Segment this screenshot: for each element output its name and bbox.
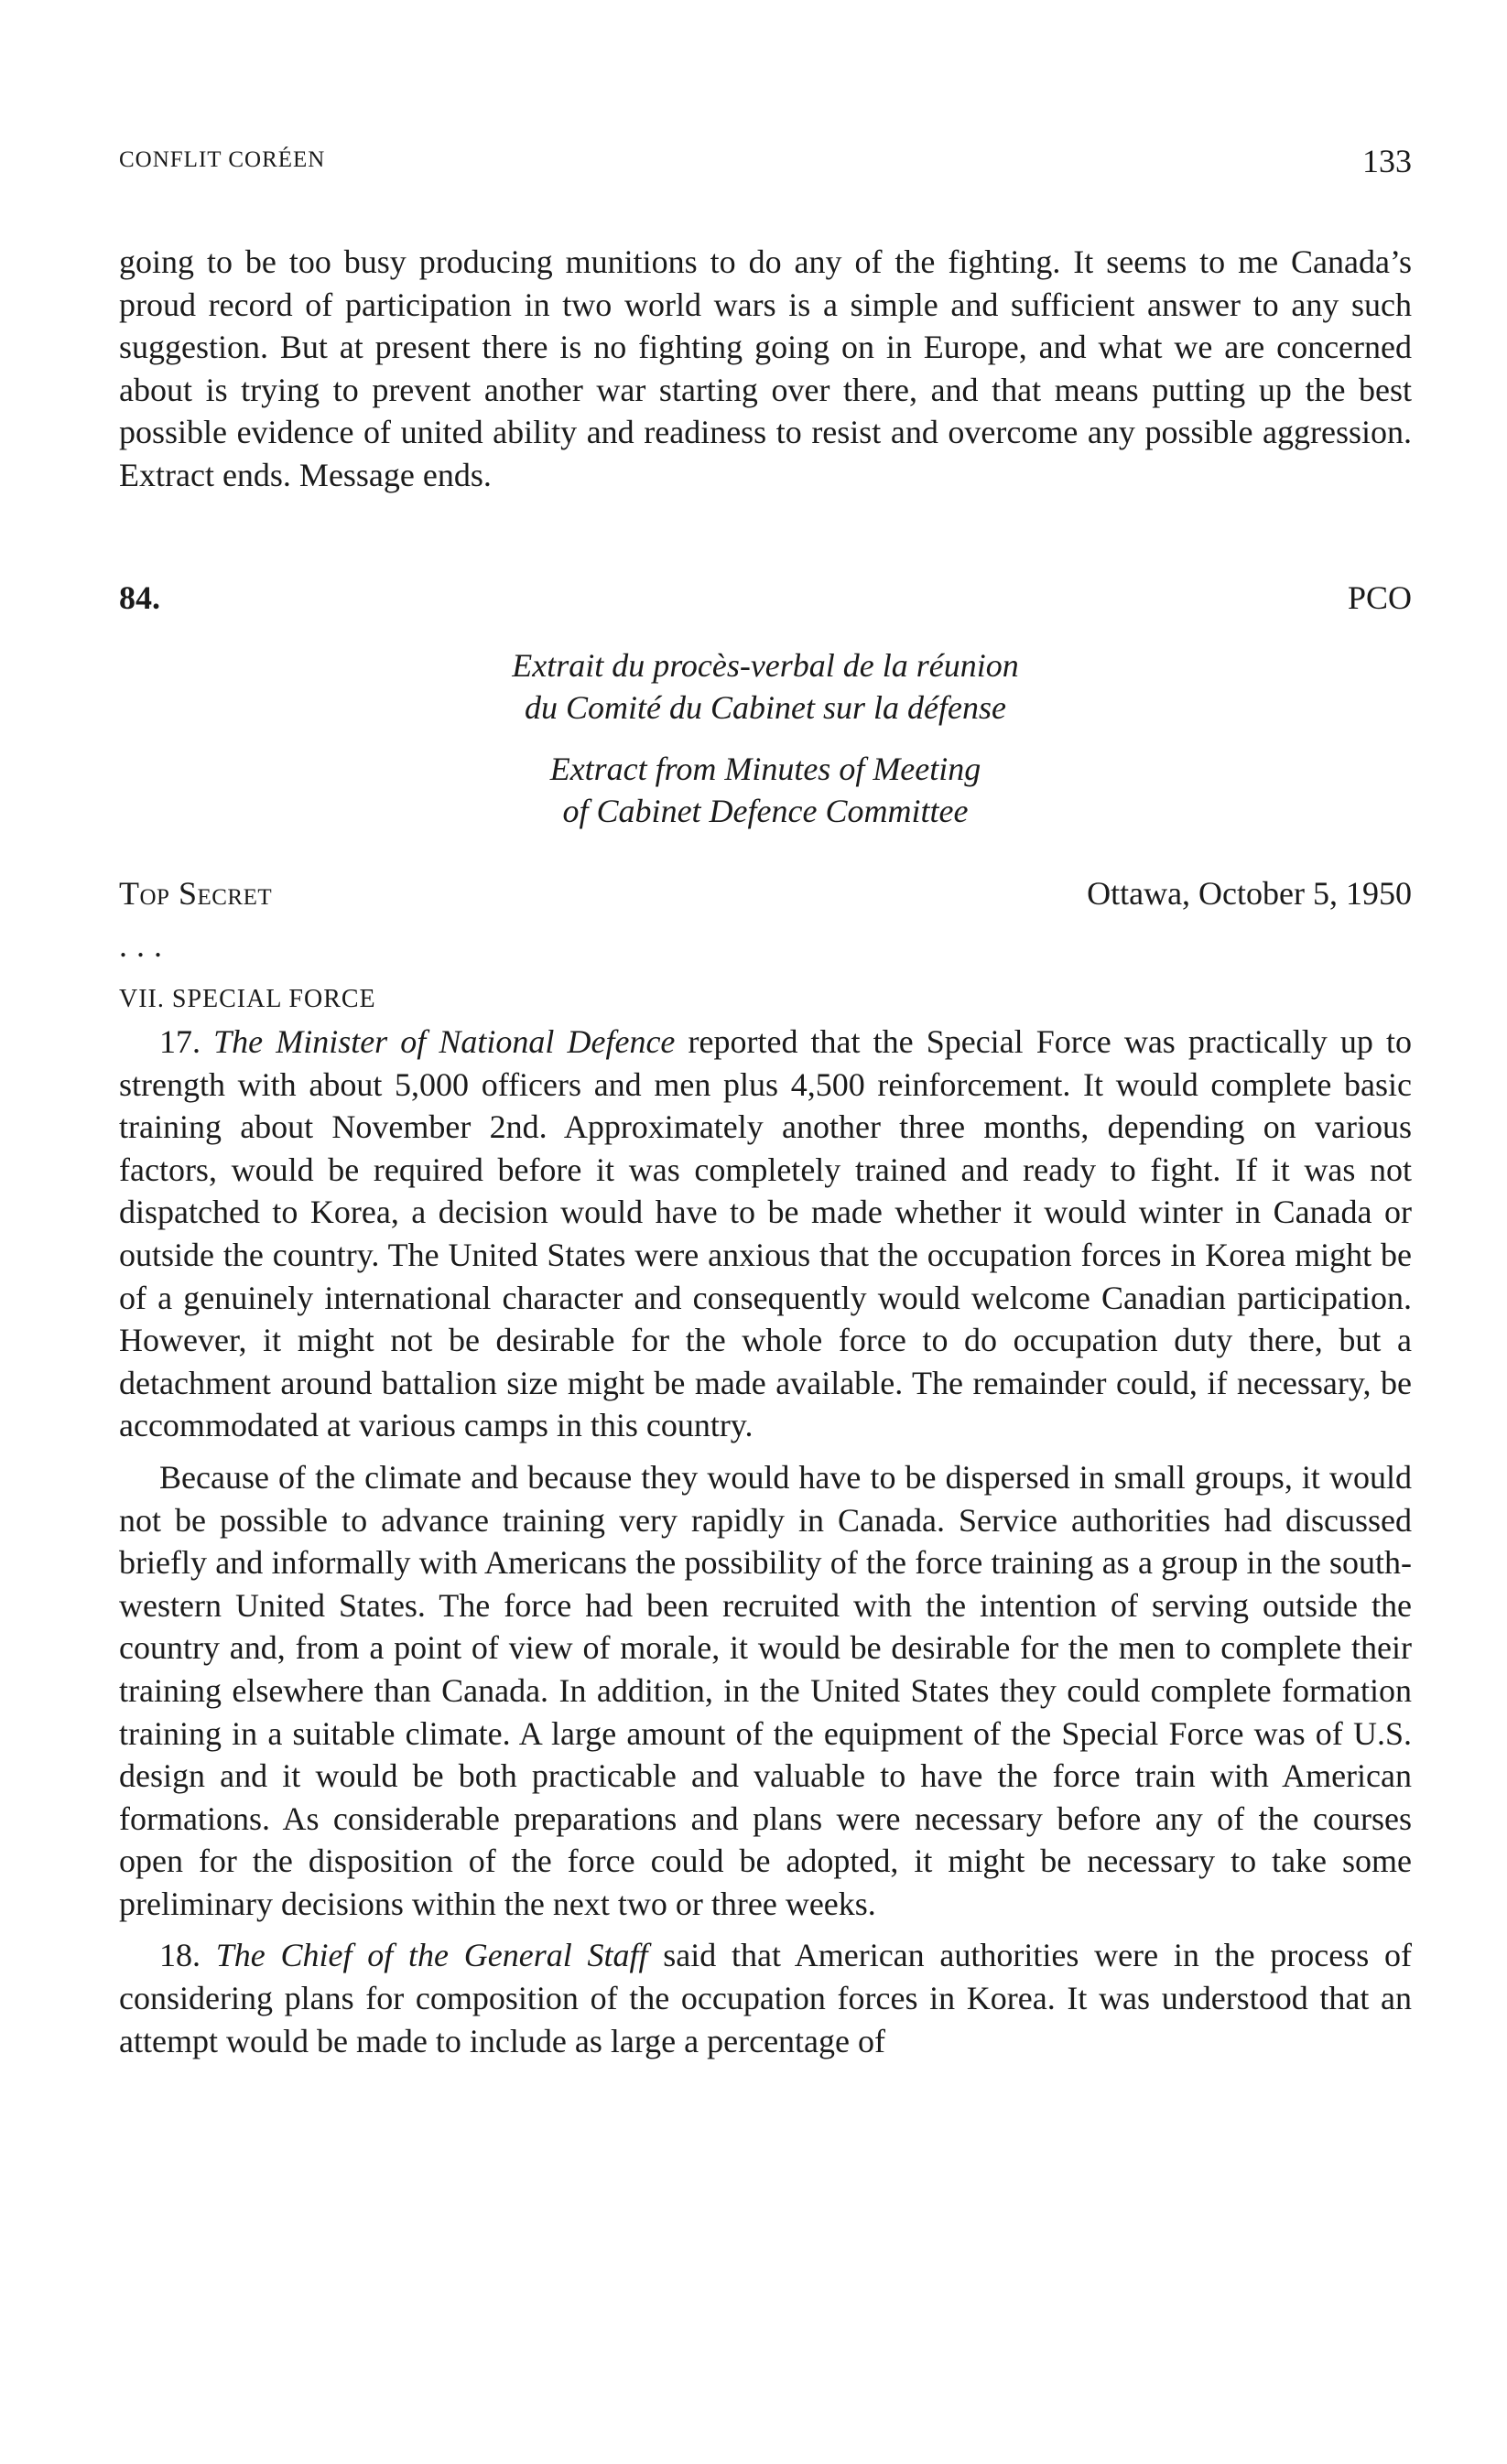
document-title-english	[119, 748, 1412, 832]
paragraph-text: reported that the Special Force was practically up to strength with about 5,000 officers and men plus 4,500 reinforcement. It would complete basic training about November 2nd. Approximately another three months, depending on various factors, would be required before it was completely trained and ready to fight. If it was not dispatched to Korea, a decision would have to be made whether it would winter in Canada or outside the country. The United States were anxious that the occupation forces in Korea might be of a genuinely international character and consequently would welcome Canadian participation. However, it might not be desirable for the whole force to do occupation duty there, but a detachment around battalion size might be made available. The remainder could, if necessary, be accommodated at various camps in this country.	[119, 1023, 1413, 1444]
title-en-line: Extract from Minutes of Meeting	[549, 751, 981, 787]
paragraph-number: 17.	[159, 1023, 201, 1060]
page-number: 133	[1362, 143, 1412, 179]
omission-ellipsis: ...	[119, 927, 171, 964]
document-page	[119, 0, 1412, 2464]
paragraph-18	[119, 1934, 1412, 2062]
document-title-french	[119, 644, 1412, 729]
title-fr-line: du Comité du Cabinet sur la défense	[525, 689, 1006, 726]
paragraph-17-continued: Because of the climate and because they would have to be dispersed in small groups, it would not be possible to advance training very rapidly in Canada. Service authorities had discussed briefly and informally with Americans the possibility of the force training as a group in the south-western United States. The force had been recruited with the intention of serving outside the country and, from a point of view of morale, it would be desirable for the men to complete their training elsewhere than Canada. In addition, in the United States they could complete formation training in a suitable climate. A large amount of the equipment of the Special Force was of U.S. design and it would be both practicable and valuable to have the force train with American formations. As considerable preparations and plans were necessary before any of the courses open for the disposition of the force could be adopted, it might be necessary to take some preliminary decisions within the next two or three weeks.	[119, 1458, 1412, 1922]
speaker-name: The Minister of National Defence	[213, 1023, 676, 1060]
place-and-date: Ottawa, October 5, 1950	[1087, 875, 1412, 912]
title-en-line: of Cabinet Defence Committee	[562, 793, 969, 829]
document-number: 84.	[119, 579, 160, 616]
running-head	[119, 142, 1412, 188]
minutes-paragraphs	[119, 1021, 1412, 2071]
security-classification: Top Secret	[119, 875, 273, 912]
speaker-name: The Chief of the General Staff	[215, 1937, 648, 1974]
document-source: PCO	[1347, 579, 1412, 616]
continued-paragraph: going to be too busy producing munitions to do any of the fighting. It seems to me Canada’s proud record of participation in two world wars is a simple and sufficient answer to any such suggestion. But at present there is no fighting going on in Europe, and what we are concerned about is trying to prevent another war starting over there, and that means putting up the best possible evidence of united ability and readiness to resist and overcome any possible aggression. Extract ends. Message ends.	[119, 243, 1412, 493]
paragraph-number: 18.	[159, 1937, 201, 1974]
title-fr-line: Extrait du procès-verbal de la réunion	[512, 647, 1019, 684]
paragraph-17	[119, 1021, 1412, 1447]
continued-paragraph-block	[119, 241, 1412, 497]
running-head-title: CONFLIT CORÉEN	[119, 147, 326, 172]
section-heading: VII. SPECIAL FORCE	[119, 985, 376, 1013]
document-header	[119, 578, 1412, 624]
paragraph-text: said that American authorities were in the process of considering plans for composition of the occupation forces in Korea. It was understood that an attempt would be made to include as large a percentage of	[119, 1937, 1413, 2059]
document-meta	[119, 874, 1412, 920]
